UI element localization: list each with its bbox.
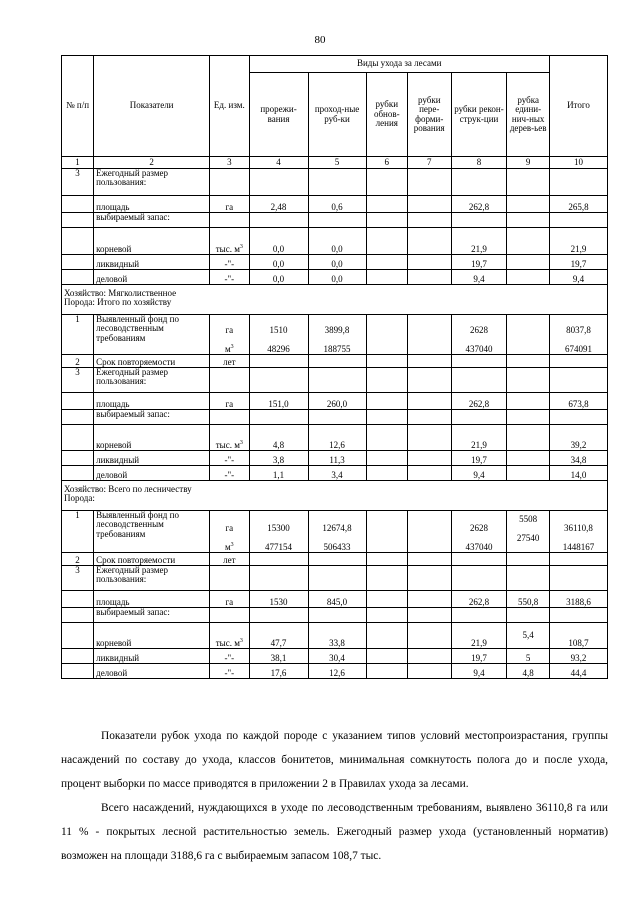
total-cell: 19,7 — [549, 255, 607, 270]
row-label: площадь — [94, 591, 210, 608]
total-cell: 21,9 — [549, 228, 607, 255]
value-cell: 17,6 — [249, 664, 308, 679]
care-type-header: рубка едини-нич-ных дерев-ьев — [507, 73, 549, 157]
value-cell: 3,8 — [249, 451, 308, 466]
value-cell: 1530 — [249, 591, 308, 608]
value-cell: 11,3 — [308, 451, 366, 466]
total-cell: 8037,8 — [566, 324, 591, 335]
row-label: Ежегодный размер пользования: — [94, 566, 210, 591]
care-type-header: рубки рекон-струк-ции — [451, 73, 507, 157]
value-cell: 4,8 — [507, 664, 549, 679]
col-number: 3 — [210, 157, 249, 169]
unit-cell: -"- — [210, 270, 249, 285]
value-cell: 0,0 — [249, 228, 308, 255]
value-cell: 19,7 — [451, 255, 507, 270]
care-types-header: Виды ухода за лесами — [249, 56, 549, 73]
value-cell: 477154 — [265, 541, 293, 552]
row-label: деловой — [94, 270, 210, 285]
value-cell: 550,8 — [507, 591, 549, 608]
value-cell: 4,8 — [249, 425, 308, 451]
page-number: 80 — [314, 34, 326, 46]
total-cell: 108,7 — [549, 623, 607, 649]
value-cell: 0,6 — [308, 196, 366, 213]
row-label: площадь — [94, 196, 210, 213]
unit-cell: -"- — [210, 466, 249, 481]
col-number: 5 — [308, 157, 366, 169]
unit-cell: га — [210, 591, 249, 608]
value-cell: 33,8 — [308, 623, 366, 649]
value-cell: 12,6 — [308, 664, 366, 679]
col-number: 10 — [549, 157, 607, 169]
total-cell: 93,2 — [549, 649, 607, 664]
row-label: деловой — [94, 664, 210, 679]
row-label: Выявленный фонд по лесоводственным требованиям — [94, 315, 210, 355]
unit-cell: -"- — [210, 649, 249, 664]
care-type-header: рубки обнов-ления — [366, 73, 407, 157]
value-cell: 506433 — [323, 541, 351, 552]
total-cell: 14,0 — [549, 466, 607, 481]
unit-cell: га — [210, 393, 249, 410]
value-cell: 151,0 — [249, 393, 308, 410]
col-number: 4 — [249, 157, 308, 169]
paragraph: Показатели рубок ухода по каждой породе с указанием типов условий местопроизрастания, группы насаждений по составу до ухода, классов бонитетов, минимальная сомкнутость полога до и после ухода, процент выборки по массе приводятся в приложении 2 в Правилах ухода за лесами. — [61, 730, 608, 790]
value-cell: 21,9 — [451, 425, 507, 451]
value-cell: 845,0 — [308, 591, 366, 608]
value-cell: 3,4 — [308, 466, 366, 481]
col-number: 1 — [62, 157, 94, 169]
col-num-header: № п/п — [62, 56, 94, 157]
section-title: Хозяйство: Всего по лесничеству Порода: — [62, 481, 608, 511]
total-cell: 673,8 — [549, 393, 607, 410]
value-cell: 262,8 — [451, 393, 507, 410]
row-number: 3 — [62, 368, 94, 393]
total-cell: 34,8 — [549, 451, 607, 466]
row-label: ликвидный — [94, 255, 210, 270]
value-cell: 9,4 — [451, 270, 507, 285]
value-cell: 0,0 — [308, 228, 366, 255]
col-total-header: Итого — [549, 56, 607, 157]
value-cell: 19,7 — [451, 649, 507, 664]
section-title: Хозяйство: Мягколиственное Порода: Итого по хозяйству — [62, 285, 608, 315]
value-cell: 38,1 — [249, 649, 308, 664]
value-cell: 0,0 — [308, 255, 366, 270]
total-cell: 1448167 — [562, 541, 595, 552]
total-cell: 39,2 — [549, 425, 607, 451]
value-cell: 21,9 — [451, 228, 507, 255]
total-cell: 36110,8 — [564, 522, 593, 533]
paragraph: Всего насаждений, нуждающихся в уходе по лесоводственным требованиям, выявлено 36110,8 га или 11 % - покрытых лесной растительностью земель. Ежегодный размер ухода (установленный норматив) возможен на площади 3188,6 га с выбираемым запасом 108,7 тыс. — [61, 802, 608, 862]
unit-cell: га — [210, 196, 249, 213]
row-label: Срок повторяемости — [94, 355, 210, 368]
value-cell: 262,8 — [451, 591, 507, 608]
value-cell: 27540 — [516, 532, 540, 543]
row-label: Ежегодный размер пользования: — [94, 368, 210, 393]
row-number: 1 — [62, 315, 94, 355]
value-cell: 47,7 — [249, 623, 308, 649]
value-cell: 21,9 — [451, 623, 507, 649]
value-cell: 2628 — [469, 324, 488, 335]
row-label: корневой — [94, 425, 210, 451]
value-cell: 5 — [507, 649, 549, 664]
row-label: корневой — [94, 623, 210, 649]
unit-cell: -"- — [210, 451, 249, 466]
value-cell: 48296 — [267, 343, 290, 354]
value-cell: 3899,8 — [324, 324, 350, 335]
value-cell: 2,48 — [249, 196, 308, 213]
row-label: Срок повторяемости — [94, 553, 210, 566]
unit-cell: га — [225, 522, 234, 533]
value-cell: 437040 — [465, 343, 493, 354]
row-label: ликвидный — [94, 451, 210, 466]
value-cell: 1,1 — [249, 466, 308, 481]
unit-cell: тыс. м — [215, 243, 240, 254]
row-label: выбираемый запас: — [94, 213, 210, 228]
unit-cell: -"- — [210, 255, 249, 270]
row-label: Выявленный фонд по лесоводственным требованиям — [94, 511, 210, 553]
col-indicator-header: Показатели — [94, 56, 210, 157]
unit-cell: га — [225, 324, 234, 335]
row-label: корневой — [94, 228, 210, 255]
row-label: площадь — [94, 393, 210, 410]
value-cell: 0,0 — [249, 270, 308, 285]
total-cell: 674091 — [564, 343, 592, 354]
col-number: 7 — [408, 157, 452, 169]
value-cell: 0,0 — [249, 255, 308, 270]
unit-cell: лет — [210, 355, 249, 368]
value-cell: 262,8 — [451, 196, 507, 213]
value-cell: 1510 — [269, 324, 288, 335]
total-cell: 44,4 — [549, 664, 607, 679]
col-unit-header: Ед. изм. — [210, 56, 249, 157]
value-cell: 15300 — [267, 522, 290, 533]
unit-cell: -"- — [210, 664, 249, 679]
row-number: 2 — [62, 355, 94, 368]
value-cell: 0,0 — [308, 270, 366, 285]
col-number: 2 — [94, 157, 210, 169]
value-cell: 5,4 — [507, 623, 549, 649]
value-cell: 9,4 — [451, 664, 507, 679]
total-cell: 3188,6 — [549, 591, 607, 608]
care-type-header: прорежи-вания — [249, 73, 308, 157]
unit-cell: лет — [210, 553, 249, 566]
col-number: 6 — [366, 157, 407, 169]
value-cell: 5508 — [519, 514, 538, 524]
row-label: Ежегодный размер пользования: — [94, 169, 210, 196]
value-cell: 260,0 — [308, 393, 366, 410]
row-label: ликвидный — [94, 649, 210, 664]
col-number: 9 — [507, 157, 549, 169]
total-cell: 265,8 — [549, 196, 607, 213]
row-label: выбираемый запас: — [94, 608, 210, 623]
value-cell: 9,4 — [451, 466, 507, 481]
value-cell: 437040 — [465, 541, 493, 552]
care-type-header: проход-ные руб-ки — [308, 73, 366, 157]
row-label: деловой — [94, 466, 210, 481]
col-number: 8 — [451, 157, 507, 169]
value-cell: 30,4 — [308, 649, 366, 664]
row-number: 2 — [62, 553, 94, 566]
value-cell: 19,7 — [451, 451, 507, 466]
row-number: 1 — [62, 511, 94, 553]
body-text — [61, 724, 608, 868]
forest-care-table: № п/п Показатели Ед. изм. Виды ухода за лесами Итого прорежи-вания проход-ные руб-ки рубки обнов-ления рубки пере-форми-рования рубки рекон-струк-ции рубка едини-нич-ных дерев-ьев 1 2 3 4 5 6 7 8 9 10 3 Ежегодный размер пользования: площадь га 2,48 0,6 262,8 265,8 выбираемый запас: корневой тыс. $м^3$ 0,0 0,0 21,9 21,9 ликвидный -"- 0,0 0,0 19,7 19,7 деловой -"- 0,0 0,0 9,4 9,4 Хозяйство: Мягколиственное Порода: Итого по хозяйству 1 Выявленный фонд по лесоводственным требованиям га $м^3$ 1510 48296 3899,8 188755 2628 437040 8037,8 674091 2 Срок повторяемости лет 3 Ежегодный размер пользования: площадь га 151,0 260,0 262,8 673,8 выбираемый запас: корневой тыс. $м^3$ 4,8 12,6 21,9 39,2 ликвидный -"- 3,8 11,3 19,7 34,8 деловой -"- 1,1 3,4 9,4 14,0 Хозяйство: Всего по лесничеству Порода: 1 Выявленный фонд по лесоводственным требованиям га $м^3$ 15300 477154 12674,8 506433 2628 437040 5508 27540 36110,8 1448167 2 Срок повторяемости лет 3 Ежегодный размер пользования: площадь га 1530 845,0 262,8 550,8 3188,6 выбираемый запас: корневой тыс. $м^3$ 47,7 33,8 21,9 5,4 108,7 ликвидный -"- 38,1 30,4 19,7 5 93,2 деловой -"- 17,6 12,6 9,4 4,8 44,4 — [61, 55, 608, 679]
row-number: 3 — [62, 566, 94, 591]
total-cell: 9,4 — [549, 270, 607, 285]
value-cell: 12,6 — [308, 425, 366, 451]
care-type-header: рубки пере-форми-рования — [408, 73, 452, 157]
value-cell: 2628 — [469, 522, 488, 533]
unit-cell: тыс. м — [215, 439, 240, 450]
value-cell: 12674,8 — [322, 522, 352, 533]
value-cell: 188755 — [323, 343, 351, 354]
unit-cell: тыс. м — [215, 637, 240, 648]
row-label: выбираемый запас: — [94, 410, 210, 425]
row-number: 3 — [62, 169, 94, 196]
